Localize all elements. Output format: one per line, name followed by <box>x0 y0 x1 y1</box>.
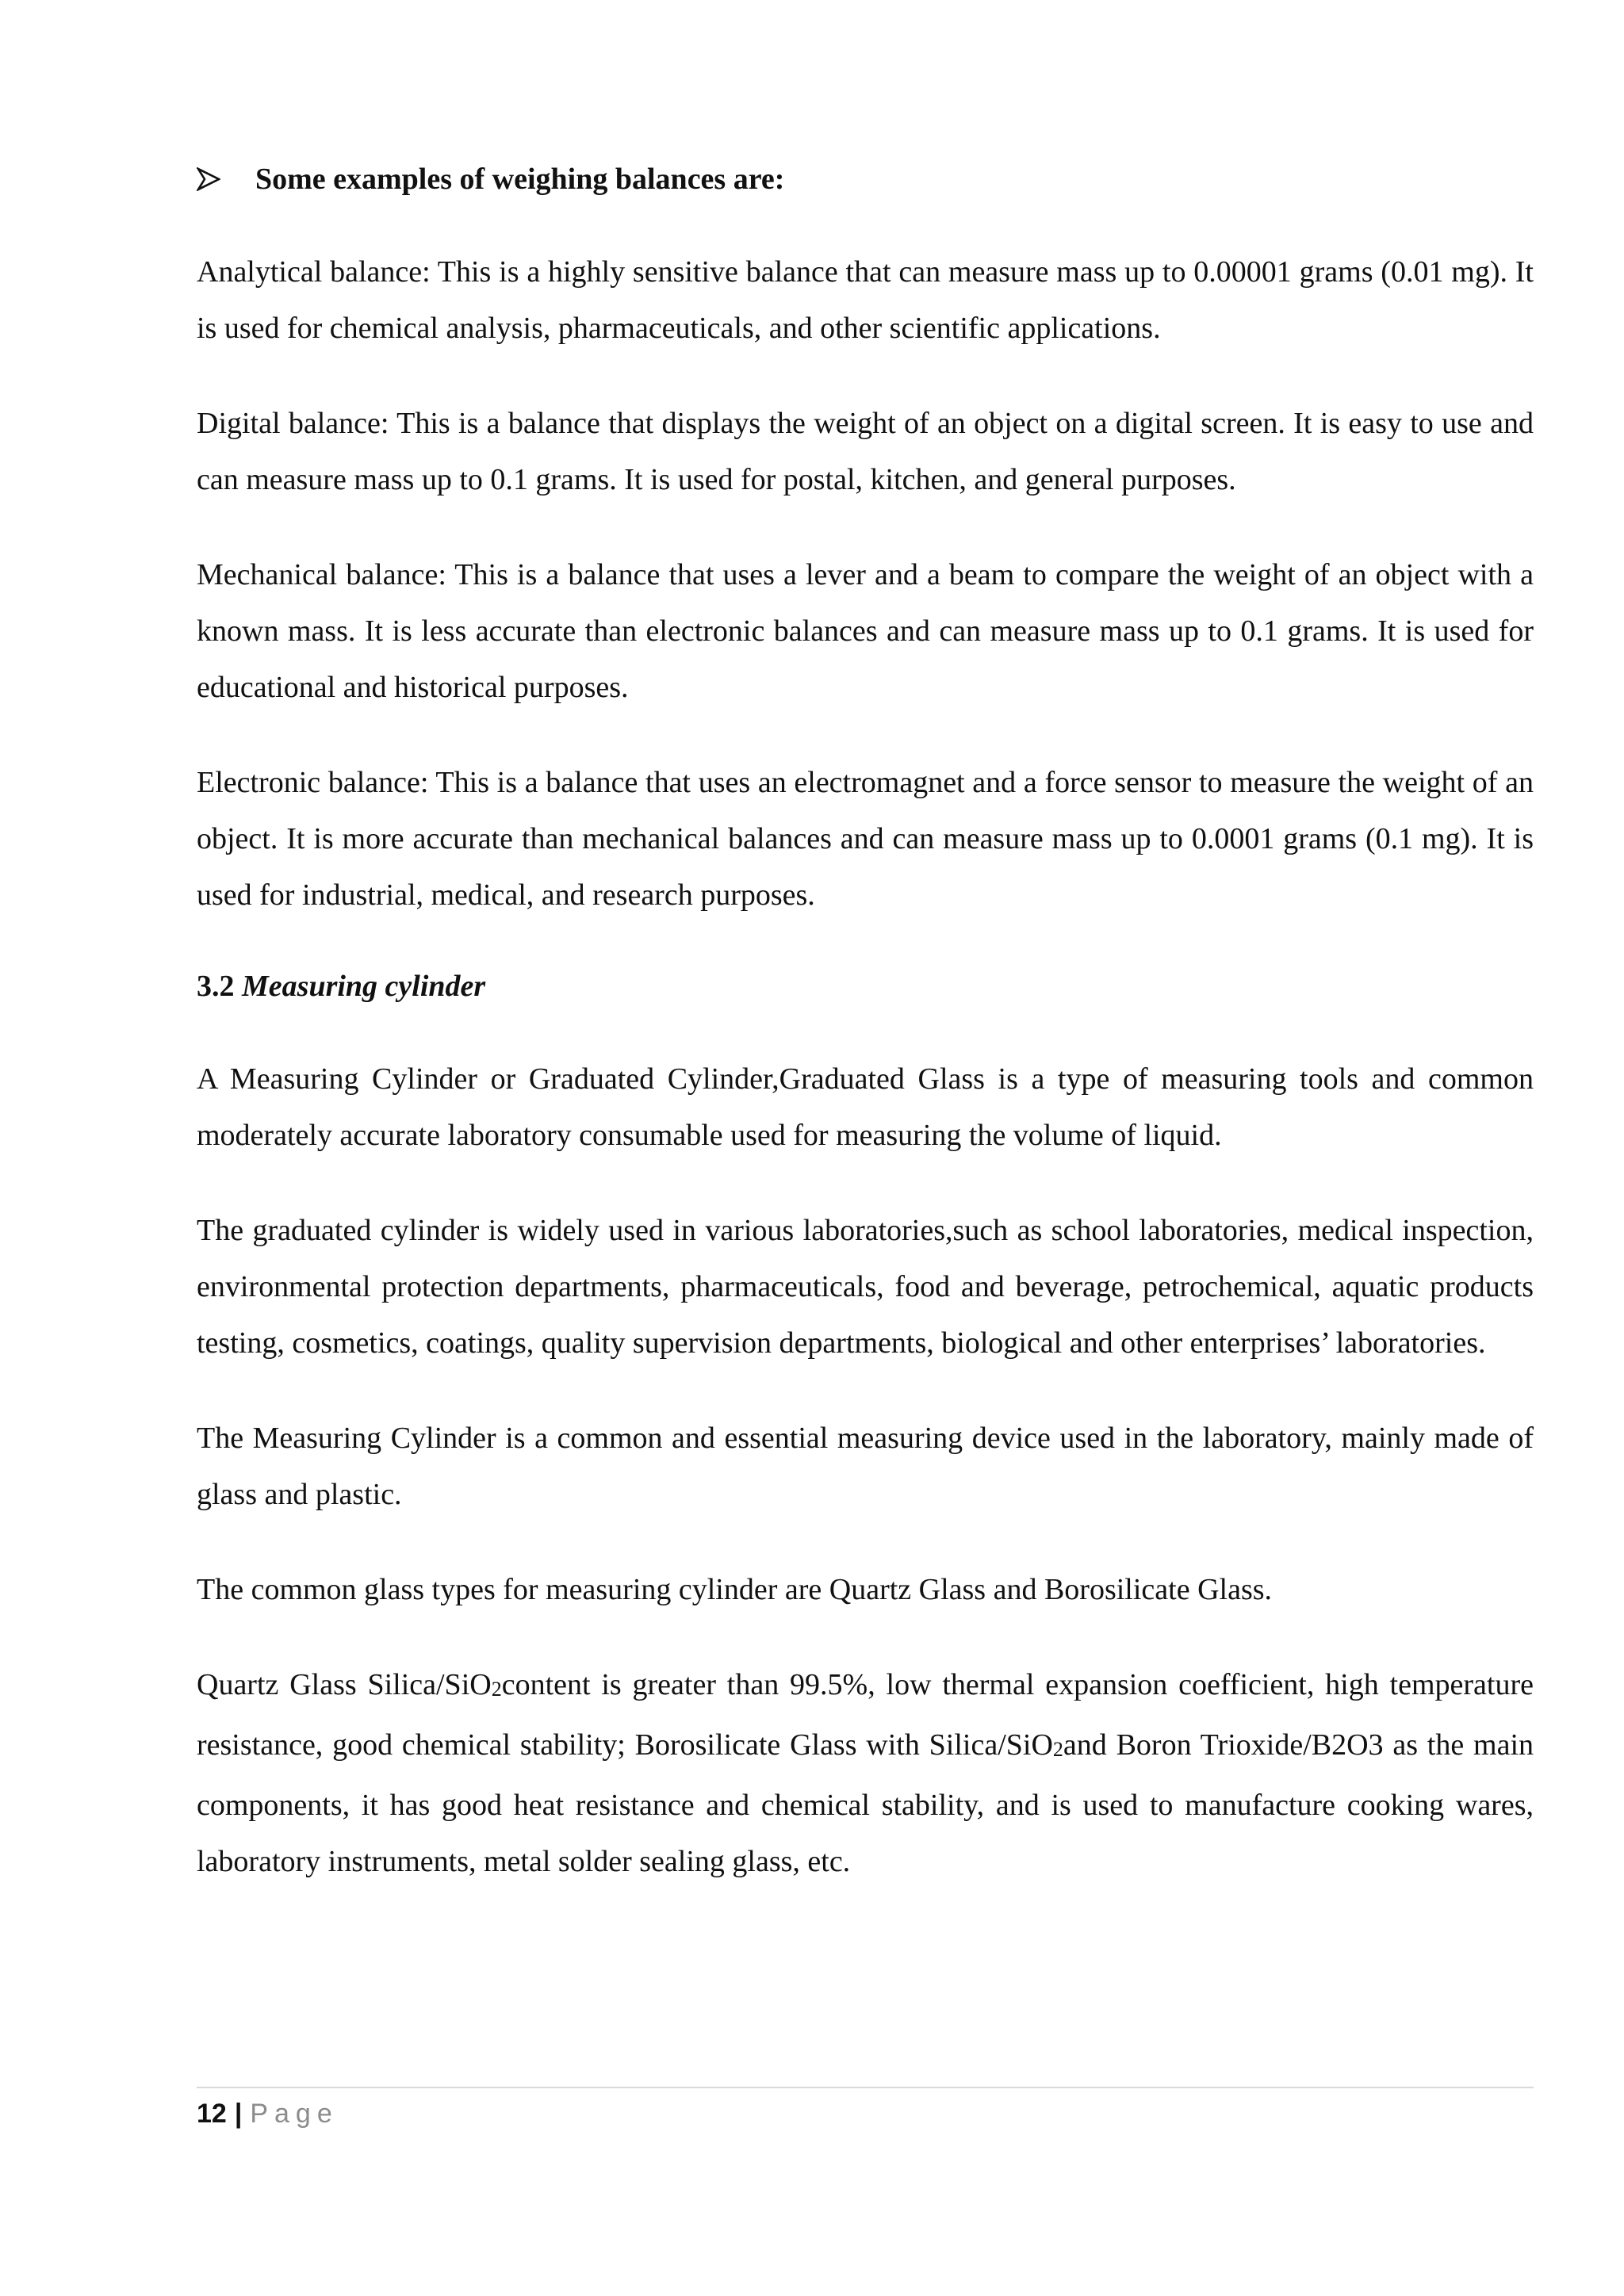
paragraph-quartz-borosilicate <box>197 1657 1534 1890</box>
paragraph-glass-types: The common glass types for measuring cylinder are Quartz Glass and Borosilicate Glass. <box>197 1573 1273 1606</box>
section-title: Measuring cylinder <box>242 970 486 1003</box>
paragraph-electronic-balance: Electronic balance: This is a balance that uses an electromagnet and a force sensor to measure the weight of an object. It is more accurate than mechanical balances and can measure mass up to 0.0001 grams (0.1 mg). It is used for industrial, medical, and research purposes. <box>197 766 1534 912</box>
page-label: Page <box>250 2099 339 2129</box>
page-footer <box>197 2096 339 2131</box>
quartz-text-part-2: content is greater than 99.5%, low thermal expansion coefficient, high temperature resistance, good chemical stability; Borosilicate Glass with Silica/SiO <box>197 1668 1534 1762</box>
paragraph-cylinder-materials: The Measuring Cylinder is a common and essential measuring device used in the laboratory, mainly made of glass and plastic. <box>197 1422 1534 1511</box>
paragraph-cylinder-definition: A Measuring Cylinder or Graduated Cylinder,Graduated Glass is a type of measuring tools and common moderately accurate laboratory consumable used for measuring the volume of liquid. <box>197 1062 1534 1152</box>
footer-separator: | <box>234 2099 243 2129</box>
page-number: 12 <box>197 2099 227 2129</box>
page-content <box>197 155 1534 1929</box>
footer-divider <box>197 2087 1534 2088</box>
quartz-text-part-3: and Boron Trioxide/B2O3 as the main components, it has good heat resistance and chemical stability, and is used to manufacture cooking wares, laboratory instruments, metal solder sealing glass, etc. <box>197 1728 1534 1878</box>
subscript-2-a: 2 <box>491 1678 502 1701</box>
paragraph-digital-balance: Digital balance: This is a balance that displays the weight of an object on a digital screen. It is easy to use and can measure mass up to 0.1 grams. It is used for postal, kitchen, and general purposes. <box>197 407 1534 496</box>
paragraph-analytical-balance: Analytical balance: This is a highly sensitive balance that can measure mass up to 0.00001 grams (0.01 mg). It is used for chemical analysis, pharmaceuticals, and other scientific applications. <box>197 255 1534 345</box>
arrowhead-bullet-icon <box>197 167 220 191</box>
paragraph-cylinder-uses: The graduated cylinder is widely used in various laboratories,such as school laboratories, medical inspection, environmental protection departments, pharmaceuticals, food and beverage, petrochemical, aquatic products testing, cosmetics, coatings, quality supervision departments, biological and other enterprises’ laboratories. <box>197 1214 1534 1360</box>
section-heading <box>197 962 1534 1010</box>
paragraph-mechanical-balance: Mechanical balance: This is a balance that uses a lever and a beam to compare the weight of an object with a known mass. It is less accurate than electronic balances and can measure mass up to 0.1 grams. It is used for educational and historical purposes. <box>197 558 1534 704</box>
quartz-text-part-1: Quartz Glass Silica/SiO <box>197 1668 492 1701</box>
bullet-heading <box>197 155 1534 203</box>
bullet-heading-text: Some examples of weighing balances are: <box>255 163 785 196</box>
section-number: 3.2 <box>197 970 235 1003</box>
subscript-2-b: 2 <box>1052 1738 1063 1761</box>
